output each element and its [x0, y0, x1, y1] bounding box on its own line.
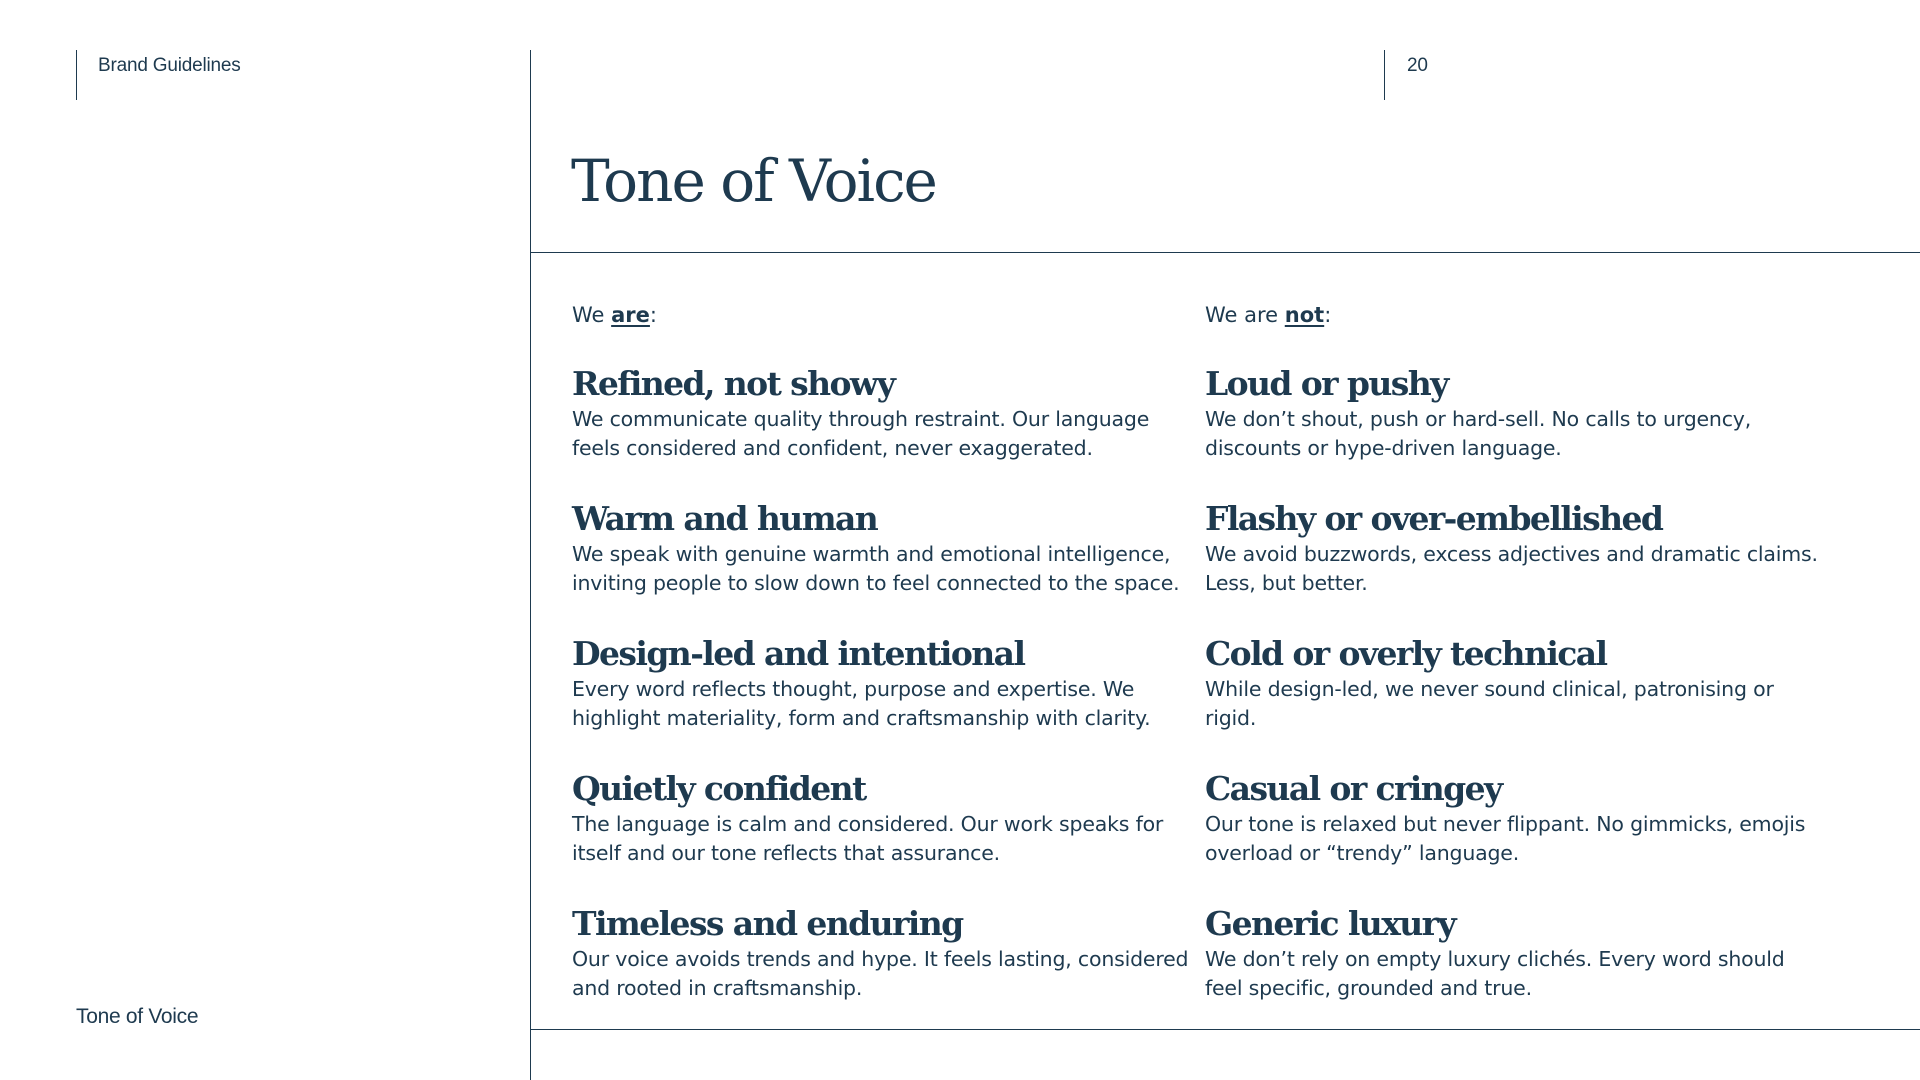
we-are-not-item-heading: Generic luxury — [1205, 904, 1456, 943]
we-are-not-item-heading: Casual or cringey — [1205, 769, 1502, 808]
brand-guidelines-label: Brand Guidelines — [98, 55, 241, 76]
we-are-item-body: We speak with genuine warmth and emotional intelligence, inviting people to slow down to feel connected to the space. — [572, 542, 1180, 595]
we-are-not-item — [1205, 904, 1825, 1039]
we-are-not-item — [1205, 769, 1825, 904]
we-are-item-body: We communicate quality through restraint. Our language feels considered and confident, never exaggerated. — [572, 407, 1150, 460]
we-are-intro — [572, 300, 1192, 336]
we-are-item — [572, 364, 1192, 499]
we-are-not-intro — [1205, 300, 1825, 336]
we-are-item — [572, 499, 1192, 634]
footer-section-label: Tone of Voice — [76, 1005, 199, 1028]
we-are-not-item-body: We don’t shout, push or hard-sell. No calls to urgency, discounts or hype-driven language. — [1205, 407, 1752, 460]
header-right-divider — [1384, 50, 1385, 100]
we-are-not-item-body: While design-led, we never sound clinical, patronising or rigid. — [1205, 677, 1774, 730]
we-are-intro-suffix: : — [649, 303, 657, 327]
we-are-not-item — [1205, 499, 1825, 634]
we-are-not-item-body: Our tone is relaxed but never flippant. No gimmicks, emojis overload or “trendy” language. — [1205, 812, 1806, 865]
we-are-item — [572, 904, 1192, 1039]
header-left-divider — [76, 50, 77, 100]
we-are-not-item-body: We avoid buzzwords, excess adjectives and dramatic claims. Less, but better. — [1205, 542, 1818, 595]
we-are-item-heading: Quietly confident — [572, 769, 866, 808]
we-are-item-heading: Refined, not showy — [572, 364, 895, 403]
we-are-item — [572, 634, 1192, 769]
we-are-not-item-heading: Cold or overly technical — [1205, 634, 1607, 673]
we-are-column — [572, 300, 1192, 1039]
we-are-not-item — [1205, 364, 1825, 499]
we-are-not-intro-suffix: : — [1324, 303, 1332, 327]
we-are-not-item-body: We don’t rely on empty luxury clichés. Every word should feel specific, grounded and true. — [1205, 947, 1785, 1000]
title-underline — [530, 252, 1920, 253]
we-are-item-body: The language is calm and considered. Our work speaks for itself and our tone reflects that assurance. — [572, 812, 1164, 865]
we-are-not-intro-emphasis: not — [1284, 303, 1325, 327]
we-are-item — [572, 769, 1192, 904]
we-are-item-heading: Design-led and intentional — [572, 634, 1025, 673]
we-are-item-body: Every word reflects thought, purpose and expertise. We highlight materiality, form and craftsmanship with clarity. — [572, 677, 1151, 730]
we-are-not-item-heading: Flashy or over-embellished — [1205, 499, 1663, 538]
we-are-not-item-heading: Loud or pushy — [1205, 364, 1448, 403]
page-number: 20 — [1407, 55, 1428, 76]
we-are-item-body: Our voice avoids trends and hype. It feels lasting, considered and rooted in craftsmanship. — [572, 947, 1189, 1000]
we-are-not-column — [1205, 300, 1825, 1039]
we-are-item-heading: Warm and human — [572, 499, 878, 538]
main-column-divider — [530, 50, 531, 1080]
we-are-not-intro-prefix: We are — [1205, 303, 1285, 327]
we-are-not-item — [1205, 634, 1825, 769]
we-are-item-heading: Timeless and enduring — [572, 904, 963, 943]
we-are-intro-emphasis: are — [611, 303, 650, 327]
page-title: Tone of Voice — [571, 147, 936, 215]
we-are-intro-prefix: We — [572, 303, 612, 327]
